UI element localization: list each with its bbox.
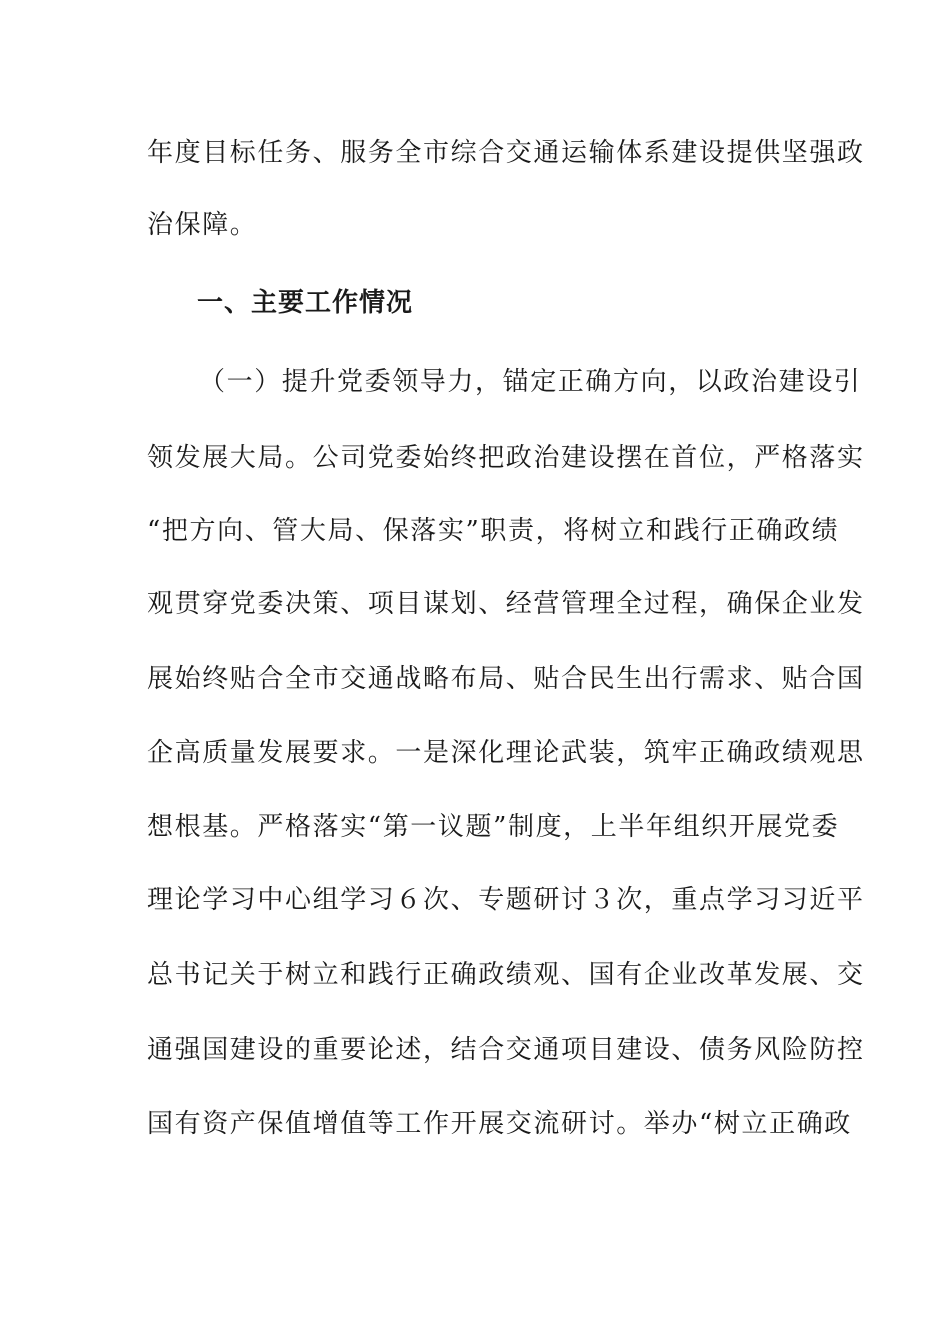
paragraph-line-6: “把方向、管大局、保落实”职责，将树立和践行正确政绩 [147, 516, 840, 546]
paragraph-line-14: 国有资产保值增值等工作开展交流研讨。举办“树立正确政 [147, 1109, 852, 1139]
section-heading: 一、主要工作情况 [197, 288, 414, 318]
paragraph-line-8: 展始终贴合全市交通战略布局、贴合民生出行需求、贴合国 [147, 664, 865, 694]
paragraph-line-13: 通强国建设的重要论述，结合交通项目建设、债务风险防控 [147, 1035, 865, 1065]
paragraph-line-1: 年度目标任务、服务全市综合交通运输体系建设提供坚强政 [147, 138, 865, 168]
paragraph-line-12: 总书记关于树立和践行正确政绩观、国有企业改革发展、交 [147, 960, 865, 990]
paragraph-line-11: 理论学习中心组学习６次、专题研讨３次，重点学习习近平 [147, 885, 865, 915]
paragraph-line-10: 想根基。严格落实“第一议题”制度，上半年组织开展党委 [147, 812, 840, 842]
paragraph-line-9: 企高质量发展要求。一是深化理论武装，筑牢正确政绩观思 [147, 738, 865, 768]
paragraph-line-2: 治保障。 [147, 210, 258, 240]
paragraph-line-5: 领发展大局。公司党委始终把政治建设摆在首位，严格落实 [147, 443, 865, 473]
subsection-line-1: （一）提升党委领导力，锚定正确方向，以政治建设引 [199, 367, 862, 397]
paragraph-line-7: 观贯穿党委决策、项目谋划、经营管理全过程，确保企业发 [147, 589, 865, 619]
